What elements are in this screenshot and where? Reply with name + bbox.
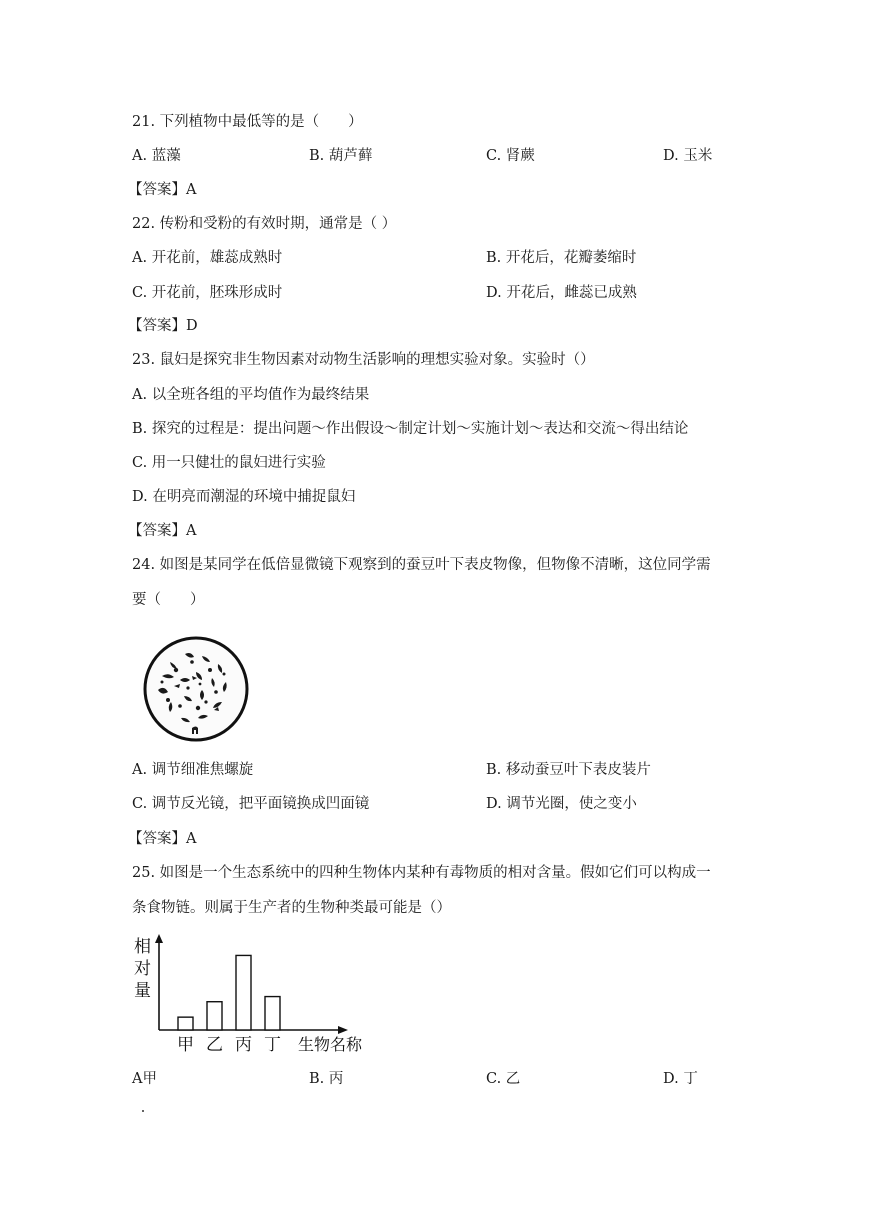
q21-stem: 21. 下列植物中最低等的是（ ）	[132, 114, 363, 130]
q23-option-d: D. 在明亮而潮湿的环境中捕捉鼠妇	[132, 489, 356, 505]
q22-option-c: C. 开花前，胚珠形成时	[132, 285, 283, 301]
q22-option-a: A. 开花前，雄蕊成熟时	[132, 250, 283, 266]
category-label: 乙	[206, 1035, 223, 1055]
microscope-view-image	[140, 632, 252, 746]
q23-option-b: B. 探究的过程是：提出问题～作出假设～制定计划～实施计划～表达和交流～得出结论	[132, 421, 689, 437]
category-label: 丁	[264, 1035, 281, 1055]
answer-value: D	[186, 318, 198, 334]
y-axis-arrow	[155, 934, 163, 943]
y-axis-label-char: 量	[134, 981, 151, 1001]
answer-label: 【答案】	[128, 523, 186, 539]
q23-stem: 23. 鼠妇是探究非生物因素对动物生活影响的理想实验对象。实验时（）	[132, 352, 595, 368]
answer-label: 【答案】	[128, 318, 186, 334]
x-axis-arrow	[338, 1026, 348, 1034]
q23-answer	[128, 521, 196, 541]
q25-option-b: B. 丙	[309, 1071, 344, 1087]
q22-answer	[128, 316, 198, 336]
q22-option-b: B. 开花后，花瓣萎缩时	[486, 250, 637, 266]
y-axis-label-char: 对	[134, 959, 151, 979]
answer-value: A	[186, 182, 197, 198]
q25-option-d: D. 丁	[663, 1071, 698, 1087]
toxin-bar-chart	[128, 930, 368, 1058]
q25-stem-line2: 条食物链。则属于生产者的生物种类最可能是（）	[132, 900, 451, 916]
y-axis-label-char: 相	[134, 937, 151, 957]
bar-4	[265, 997, 280, 1030]
q21-option-b: B. 葫芦藓	[309, 148, 373, 164]
q24-option-a: A. 调节细准焦螺旋	[132, 762, 254, 778]
category-label: 丙	[235, 1035, 252, 1055]
q24-option-b: B. 移动蚕豆叶下表皮装片	[486, 762, 651, 778]
q25-stem-line1: 25. 如图是一个生态系统中的四种生物体内某种有毒物质的相对含量。假如它们可以构成一	[132, 865, 711, 881]
q22-stem: 22. 传粉和受粉的有效时期，通常是（ ）	[132, 216, 397, 232]
answer-label: 【答案】	[128, 831, 186, 847]
bar-3	[236, 955, 251, 1030]
q21-answer	[128, 180, 196, 200]
category-label: 甲	[177, 1035, 194, 1055]
q21-option-c: C. 肾蕨	[486, 148, 535, 164]
stray-dot	[142, 1110, 144, 1112]
q24-option-d: D. 调节光圈，使之变小	[486, 796, 637, 812]
q25-option-a: A甲	[132, 1071, 157, 1087]
q22-option-d: D. 开花后，雌蕊已成熟	[486, 285, 637, 301]
q24-stem-line2: 要（ ）	[132, 592, 205, 608]
q24-stem-line1: 24. 如图是某同学在低倍显微镜下观察到的蚕豆叶下表皮物像，但物像不清晰，这位同学需	[132, 557, 711, 573]
q24-option-c: C. 调节反光镜，把平面镜换成凹面镜	[132, 796, 370, 812]
bar-1	[178, 1017, 193, 1030]
y-axis-label	[134, 937, 151, 1001]
x-axis-label: 生物名称	[298, 1035, 363, 1054]
bar-2	[207, 1002, 222, 1030]
q25-option-c: C. 乙	[486, 1071, 521, 1087]
q24-answer	[128, 829, 196, 849]
answer-value: A	[186, 523, 197, 539]
answer-label: 【答案】	[128, 182, 186, 198]
q21-option-a: A. 蓝藻	[132, 148, 181, 164]
q23-option-a: A. 以全班各组的平均值作为最终结果	[132, 387, 370, 403]
q21-option-d: D. 玉米	[663, 148, 713, 164]
answer-value: A	[186, 831, 197, 847]
q23-option-c: C. 用一只健壮的鼠妇进行实验	[132, 455, 326, 471]
